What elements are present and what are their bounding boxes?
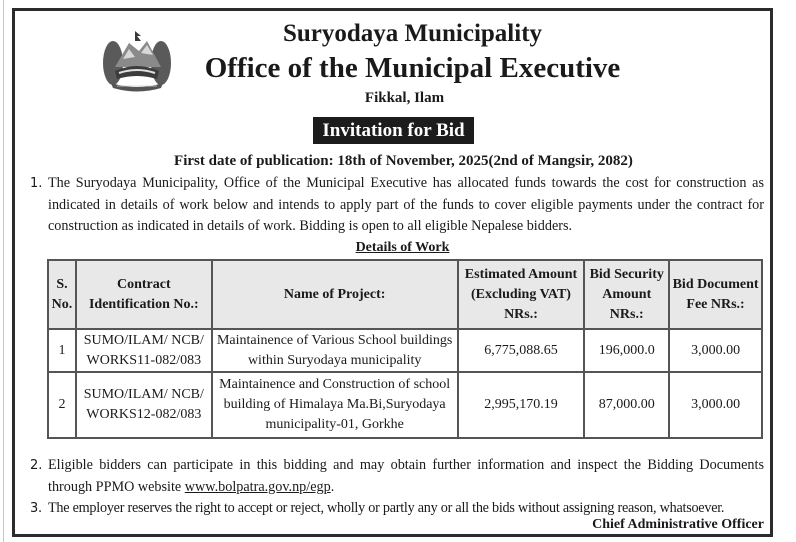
column-header-estimated-amount: Estimated Amount (Excluding VAT) NRs.: bbox=[458, 260, 585, 329]
column-header-bid-fee: Bid Document Fee NRs.: bbox=[669, 260, 762, 329]
cell-estimated-amount: 2,995,170.19 bbox=[458, 372, 585, 438]
municipality-name: Suryodaya Municipality bbox=[282, 20, 543, 47]
details-of-work-heading bbox=[15, 239, 770, 257]
paragraph-1 bbox=[30, 173, 764, 238]
table-row bbox=[48, 372, 762, 438]
cell-sno: 2 bbox=[48, 372, 76, 438]
cell-bid-fee: 3,000.00 bbox=[669, 372, 762, 438]
bolpatra-website-link[interactable]: www.bolpatra.gov.np/egp bbox=[184, 478, 331, 495]
column-header-bid-security: Bid Security Amount NRs.: bbox=[584, 260, 669, 329]
notice-frame bbox=[12, 8, 773, 537]
banner-container bbox=[15, 117, 770, 144]
works-table bbox=[47, 259, 763, 439]
column-header-contract-id: Contract Identification No.: bbox=[76, 260, 212, 329]
paragraph-text: The employer reserves the right to accept or reject, wholly or partly any or all the bids without assigning reason, whatsoever. bbox=[48, 500, 725, 516]
publication-date: First date of publication: 18th of November, 2025(2nd of Mangsir, 2082) bbox=[174, 153, 633, 169]
invitation-banner: Invitation for Bid bbox=[313, 117, 473, 144]
column-header-project: Name of Project: bbox=[212, 260, 458, 329]
cell-bid-fee: 3,000.00 bbox=[669, 329, 762, 372]
cell-bid-security: 87,000.00 bbox=[584, 372, 669, 438]
table-row bbox=[48, 329, 762, 372]
paragraph-number: 3. bbox=[30, 501, 42, 516]
paragraph-text-before-link: Eligible bidders can participate in this bidding and may obtain further information and inspect the Bidding Documents through PPMO website bbox=[48, 457, 764, 495]
signature-title: Chief Administrative Officer bbox=[592, 517, 764, 532]
cell-project: Maintainence of Various School buildings within Suryodaya municipality bbox=[212, 329, 458, 372]
table-header-row bbox=[48, 260, 762, 329]
page-edge-line bbox=[3, 0, 4, 542]
office-location: Fikkal, Ilam bbox=[364, 90, 445, 106]
cell-contract-id: SUMO/ILAM/ NCB/ WORKS12-082/083 bbox=[76, 372, 212, 438]
paragraph-text: The Suryodaya Municipality, Office of the Municipal Executive has allocated funds towards the cost for construction as indicated in details of work below and intends to apply part of the funds to cover eligible payments under the contract for construction as indicated in details of work. Bidding is open to all eligible Nepalese bidders. bbox=[48, 175, 764, 234]
cell-sno: 1 bbox=[48, 329, 76, 372]
paragraph-number: 2. bbox=[30, 458, 43, 473]
column-header-sno: S. No. bbox=[48, 260, 76, 329]
paragraph-number: 1. bbox=[30, 176, 43, 191]
cell-project: Maintainence and Construction of school building of Himalaya Ma.Bi,Suryodaya municipality-01, Gorkhe bbox=[212, 372, 458, 438]
cell-contract-id: SUMO/ILAM/ NCB/ WORKS11-082/083 bbox=[76, 329, 212, 372]
details-of-work-label: Details of Work bbox=[355, 240, 450, 255]
office-name: Office of the Municipal Executive bbox=[204, 52, 621, 84]
cell-bid-security: 196,000.0 bbox=[584, 329, 669, 372]
cell-estimated-amount: 6,775,088.65 bbox=[458, 329, 585, 372]
paragraph-2 bbox=[30, 455, 764, 498]
paragraph-text bbox=[48, 455, 764, 498]
paragraph-text-after-link: . bbox=[330, 478, 335, 495]
